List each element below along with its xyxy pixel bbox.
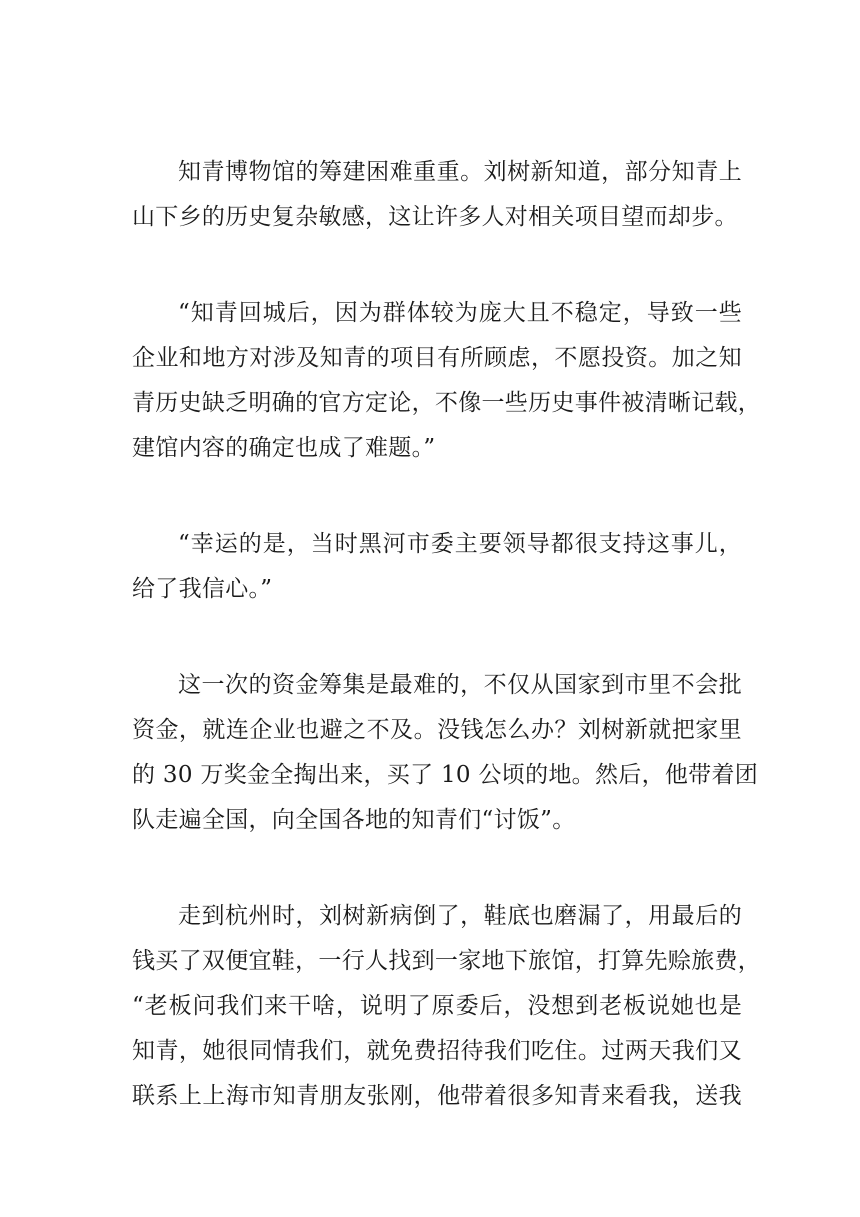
paragraph-5 xyxy=(132,894,762,1119)
text-line: 资金，就连企业也避之不及。没钱怎么办？刘树新就把家里 xyxy=(132,717,742,743)
text-line: 企业和地方对涉及知青的项目有所顾虑，不愿投资。加之知 xyxy=(132,345,742,371)
text-line: 知青，她很同情我们，就免费招待我们吃住。过两天我们又 xyxy=(132,1038,742,1064)
text-line: “老板问我们来干啥，说明了原委后，没想到老板说她也是 xyxy=(132,993,742,1019)
text-line: 走到杭州时，刘树新病倒了，鞋底也磨漏了，用最后的 xyxy=(178,903,742,929)
text-line: “知青回城后，因为群体较为庞大且不稳定，导致一些 xyxy=(178,300,742,326)
text-line: 钱买了双便宜鞋，一行人找到一家地下旅馆，打算先赊旅费， xyxy=(132,948,762,974)
text-line: 这一次的资金筹集是最难的，不仅从国家到市里不会批 xyxy=(178,672,742,698)
text-line: 的 30 万奖金全掏出来，买了 10 公顷的地。然后，他带着团 xyxy=(132,762,759,788)
text-line: 队走遍全国，向全国各地的知青们“讨饭”。 xyxy=(132,807,576,833)
text-line: 山下乡的历史复杂敏感，这让许多人对相关项目望而却步。 xyxy=(132,204,738,230)
paragraph-1 xyxy=(132,150,742,240)
text-line: 青历史缺乏明确的官方定论，不像一些历史事件被清晰记载， xyxy=(132,390,762,416)
text-line: 给了我信心。” xyxy=(132,576,273,602)
text-line: 知青博物馆的筹建困难重重。刘树新知道，部分知青上 xyxy=(178,159,742,185)
paragraph-2 xyxy=(132,291,762,471)
paragraph-3 xyxy=(132,522,742,612)
text-line: 联系上上海市知青朋友张刚，他带着很多知青来看我，送我 xyxy=(132,1083,742,1109)
article-body xyxy=(132,150,762,1170)
paragraph-4 xyxy=(132,663,759,843)
text-line: 建馆内容的确定也成了难题。” xyxy=(132,435,436,461)
text-line: “幸运的是，当时黑河市委主要领导都很支持这事儿， xyxy=(178,531,742,557)
